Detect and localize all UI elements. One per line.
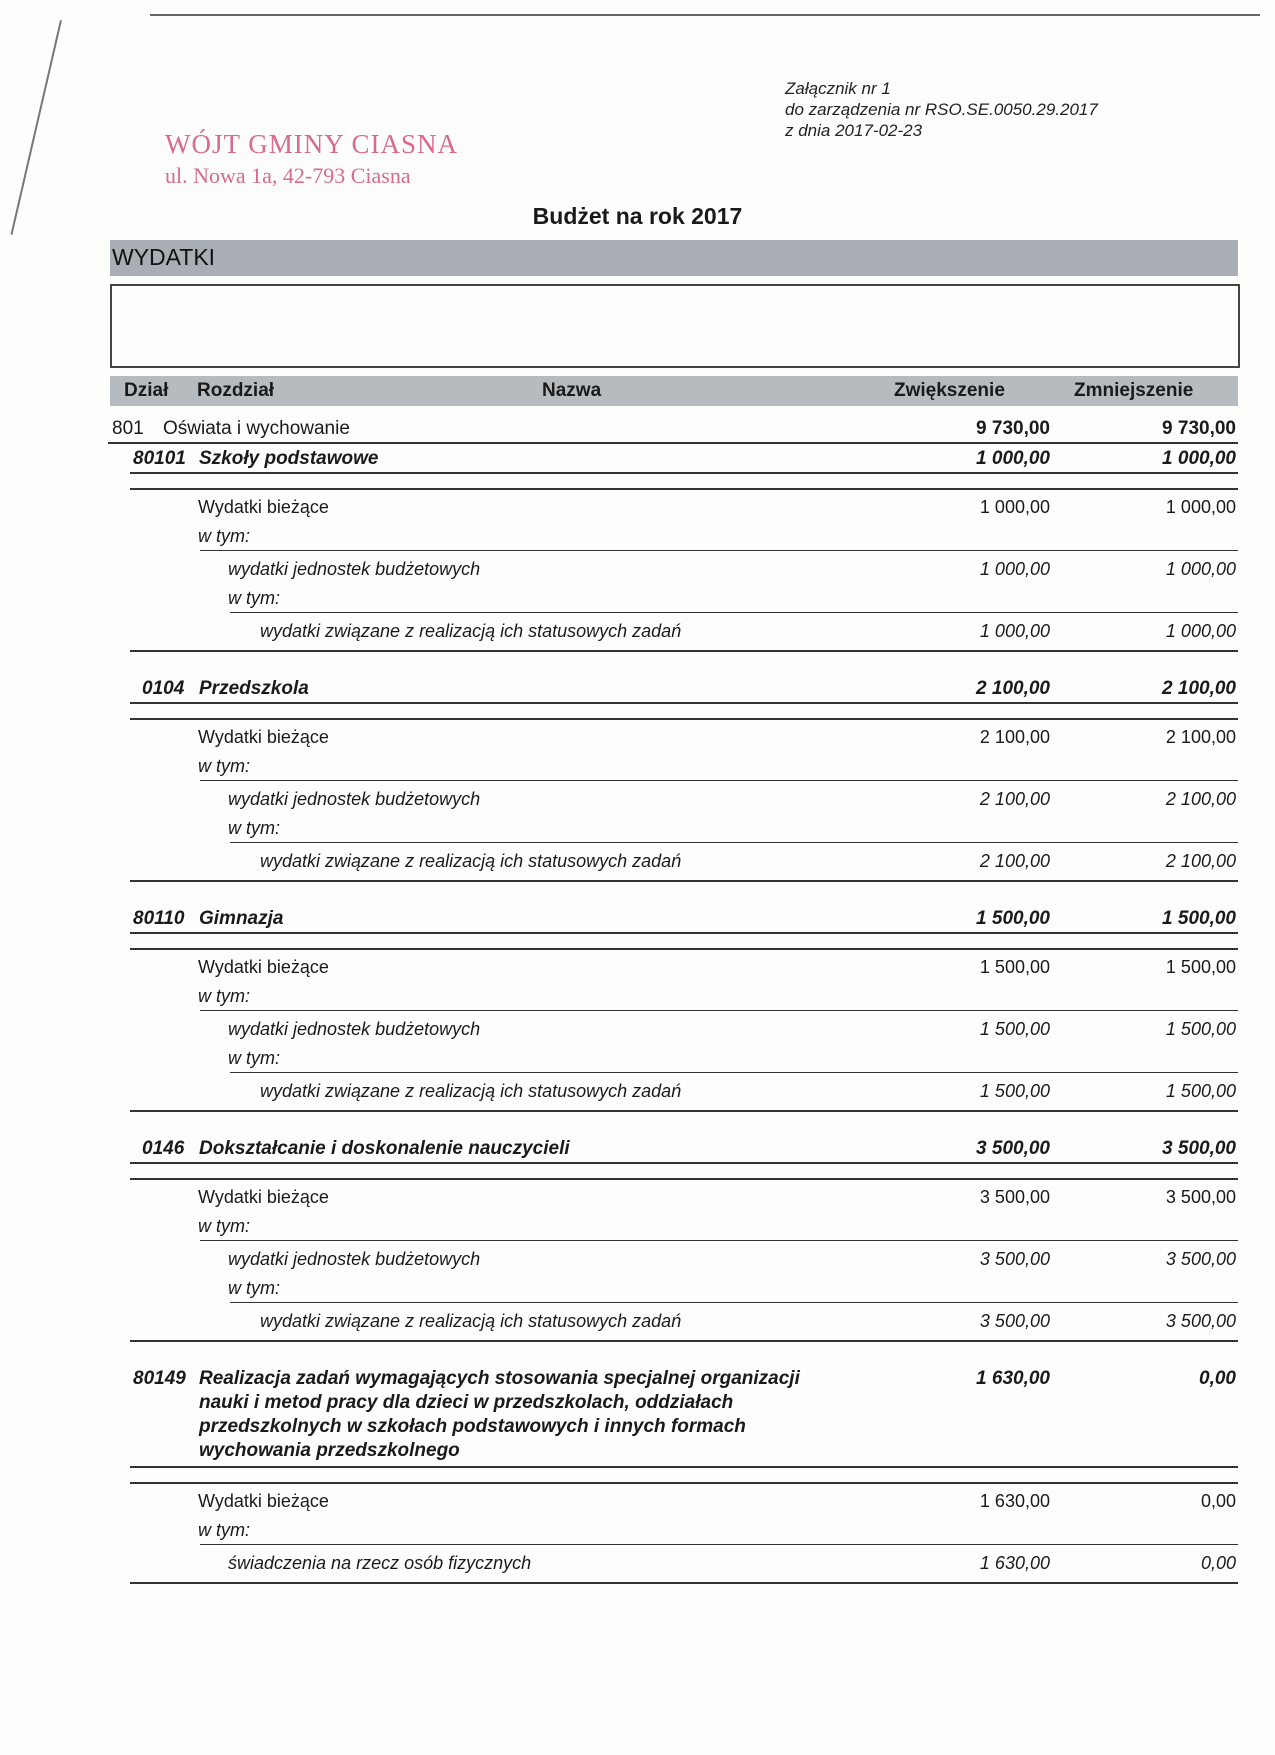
wydatki-biezace-decrease: 1 000,00: [1165, 497, 1236, 517]
header-zmniejszenie: Zmniejszenie: [1074, 380, 1194, 401]
divider: [130, 948, 1238, 950]
rozdzial-decrease: 3 500,00: [1162, 1138, 1236, 1159]
divider: [230, 1072, 1238, 1073]
divider: [130, 1340, 1238, 1342]
jednostki-increase: 1 000,00: [979, 559, 1050, 579]
wydatki-biezace-label: Wydatki bieżące: [198, 1187, 329, 1207]
rozdzial-code: 0146: [142, 1138, 185, 1159]
dzial-code: 801: [112, 418, 144, 439]
divider: [130, 472, 1238, 474]
dzial-increase: 9 730,00: [976, 418, 1050, 439]
header-dzial: Dział: [124, 380, 169, 401]
jednostki-label: wydatki jednostek budżetowych: [228, 1249, 481, 1269]
rozdzial-name: Gimnazja: [199, 908, 284, 929]
wydatki-biezace-increase: 2 100,00: [979, 727, 1050, 747]
rozdzial-increase: 1 500,00: [976, 908, 1050, 929]
w-tym-label: w tym:: [228, 818, 280, 838]
w-tym-label: w tym:: [198, 756, 250, 776]
statusowe-decrease: 3 500,00: [1165, 1311, 1236, 1331]
jednostki-label: wydatki jednostek budżetowych: [228, 1019, 481, 1039]
swiadczenia-decrease: 0,00: [1200, 1553, 1236, 1573]
rozdzial-increase: 2 100,00: [976, 678, 1050, 699]
statusowe-decrease: 1 000,00: [1165, 621, 1236, 641]
statusowe-decrease: 1 500,00: [1165, 1081, 1236, 1101]
jednostki-increase: 3 500,00: [979, 1249, 1050, 1269]
divider: [130, 702, 1238, 704]
rozdzial-decrease: 2 100,00: [1162, 678, 1236, 699]
statusowe-decrease: 2 100,00: [1165, 851, 1236, 871]
header-rozdzial: Rozdział: [197, 380, 275, 401]
jednostki-decrease: 2 100,00: [1165, 789, 1236, 809]
wydatki-biezace-decrease: 2 100,00: [1165, 727, 1236, 747]
wydatki-biezace-label: Wydatki bieżące: [198, 1491, 329, 1511]
annex-reference: [785, 78, 1098, 141]
jednostki-decrease: 3 500,00: [1165, 1249, 1236, 1269]
w-tym-label: w tym:: [198, 1520, 250, 1540]
rozdzial-name: Przedszkola: [199, 678, 309, 699]
divider: [130, 718, 1238, 720]
divider: [230, 842, 1238, 843]
jednostki-increase: 1 500,00: [979, 1019, 1050, 1039]
divider: [130, 932, 1238, 934]
divider: [130, 1482, 1238, 1484]
w-tym-label: w tym:: [198, 526, 250, 546]
rozdzial-name: Dokształcanie i doskonalenie nauczycieli: [199, 1138, 570, 1159]
rozdzial-decrease: 1 500,00: [1162, 908, 1236, 929]
rozdzial-increase: 1 630,00: [976, 1368, 1050, 1389]
statusowe-label: wydatki związane z realizacją ich statusowych zadań: [260, 621, 682, 641]
rozdzial-name-line-1: Realizacja zadań wymagających stosowania specjalnej organizacji: [199, 1368, 800, 1389]
divider: [130, 650, 1238, 652]
annex-line-3: z dnia 2017-02-23: [785, 121, 923, 140]
divider: [108, 442, 1238, 444]
swiadczenia-label: świadczenia na rzecz osób fizycznych: [228, 1553, 532, 1573]
divider: [200, 1544, 1238, 1545]
statusowe-label: wydatki związane z realizacją ich statusowych zadań: [260, 1311, 682, 1331]
dzial-decrease: 9 730,00: [1162, 418, 1236, 439]
statusowe-label: wydatki związane z realizacją ich statusowych zadań: [260, 851, 682, 871]
w-tym-label: w tym:: [198, 986, 250, 1006]
stamp-line-1: WÓJT GMINY CIASNA: [165, 129, 458, 159]
divider: [130, 488, 1238, 490]
rozdzial-name-line-2: nauki i metod pracy dla dzieci w przedszkolach, oddziałach: [199, 1392, 734, 1413]
wydatki-biezace-label: Wydatki bieżące: [198, 497, 329, 517]
wydatki-biezace-label: Wydatki bieżące: [198, 727, 329, 747]
wydatki-biezace-increase: 1 630,00: [979, 1491, 1050, 1511]
divider: [130, 1466, 1238, 1468]
divider: [130, 1582, 1238, 1584]
statusowe-increase: 3 500,00: [979, 1311, 1050, 1331]
wydatki-biezace-label: Wydatki bieżące: [198, 957, 329, 977]
w-tym-label: w tym:: [198, 1216, 250, 1236]
section-band: [110, 240, 1238, 276]
jednostki-decrease: 1 000,00: [1165, 559, 1236, 579]
rozdzial-code: 80110: [133, 908, 185, 929]
empty-description-box: [110, 284, 1240, 368]
scan-top-edge: [150, 14, 1260, 16]
rozdzial-name-line-4: wychowania przedszkolnego: [199, 1440, 460, 1461]
jednostki-decrease: 1 500,00: [1165, 1019, 1236, 1039]
rozdzial-decrease: 0,00: [1199, 1368, 1236, 1389]
statusowe-increase: 1 500,00: [979, 1081, 1050, 1101]
divider: [130, 1178, 1238, 1180]
rozdzial-name-line-3: przedszkolnych w szkołach podstawowych i innych formach: [199, 1416, 746, 1437]
stamp-line-2: ul. Nowa 1a, 42-793 Ciasna: [165, 162, 411, 188]
swiadczenia-increase: 1 630,00: [979, 1553, 1050, 1573]
annex-line-2: do zarządzenia nr RSO.SE.0050.29.2017: [785, 100, 1098, 119]
header-zwiekszenie: Zwiększenie: [894, 380, 1005, 401]
section-label: WYDATKI: [112, 244, 216, 270]
divider: [200, 1010, 1238, 1011]
rozdzial-increase: 1 000,00: [976, 448, 1050, 469]
w-tym-label: w tym:: [228, 1048, 280, 1068]
header-nazwa: Nazwa: [542, 380, 602, 401]
wydatki-biezace-decrease: 0,00: [1200, 1491, 1236, 1511]
statusowe-increase: 2 100,00: [979, 851, 1050, 871]
rozdzial-code: 80149: [133, 1368, 186, 1389]
divider: [130, 1162, 1238, 1164]
divider: [200, 550, 1238, 551]
dzial-name: Oświata i wychowanie: [163, 418, 350, 439]
wydatki-biezace-decrease: 3 500,00: [1165, 1187, 1236, 1207]
jednostki-label: wydatki jednostek budżetowych: [228, 559, 481, 579]
wydatki-biezace-increase: 3 500,00: [979, 1187, 1050, 1207]
rozdzial-name: Szkoły podstawowe: [199, 448, 379, 469]
rozdzial-increase: 3 500,00: [976, 1138, 1050, 1159]
jednostki-label: wydatki jednostek budżetowych: [228, 789, 481, 809]
table-header: [110, 376, 1238, 406]
divider: [130, 1110, 1238, 1112]
jednostki-increase: 2 100,00: [979, 789, 1050, 809]
rozdzial-code: 80101: [133, 448, 186, 469]
w-tym-label: w tym:: [228, 588, 280, 608]
rozdzial-decrease: 1 000,00: [1162, 448, 1236, 469]
divider: [200, 1240, 1238, 1241]
wydatki-biezace-increase: 1 000,00: [979, 497, 1050, 517]
annex-line-1: Załącznik nr 1: [785, 79, 891, 98]
document-title: Budżet na rok 2017: [532, 203, 743, 229]
wydatki-biezace-increase: 1 500,00: [979, 957, 1050, 977]
statusowe-increase: 1 000,00: [979, 621, 1050, 641]
divider: [230, 1302, 1238, 1303]
divider: [130, 880, 1238, 882]
wydatki-biezace-decrease: 1 500,00: [1165, 957, 1236, 977]
divider: [230, 612, 1238, 613]
divider: [200, 780, 1238, 781]
municipal-stamp: [165, 128, 458, 189]
rozdzial-code: 0104: [142, 678, 185, 699]
statusowe-label: wydatki związane z realizacją ich statusowych zadań: [260, 1081, 682, 1101]
w-tym-label: w tym:: [228, 1278, 280, 1298]
